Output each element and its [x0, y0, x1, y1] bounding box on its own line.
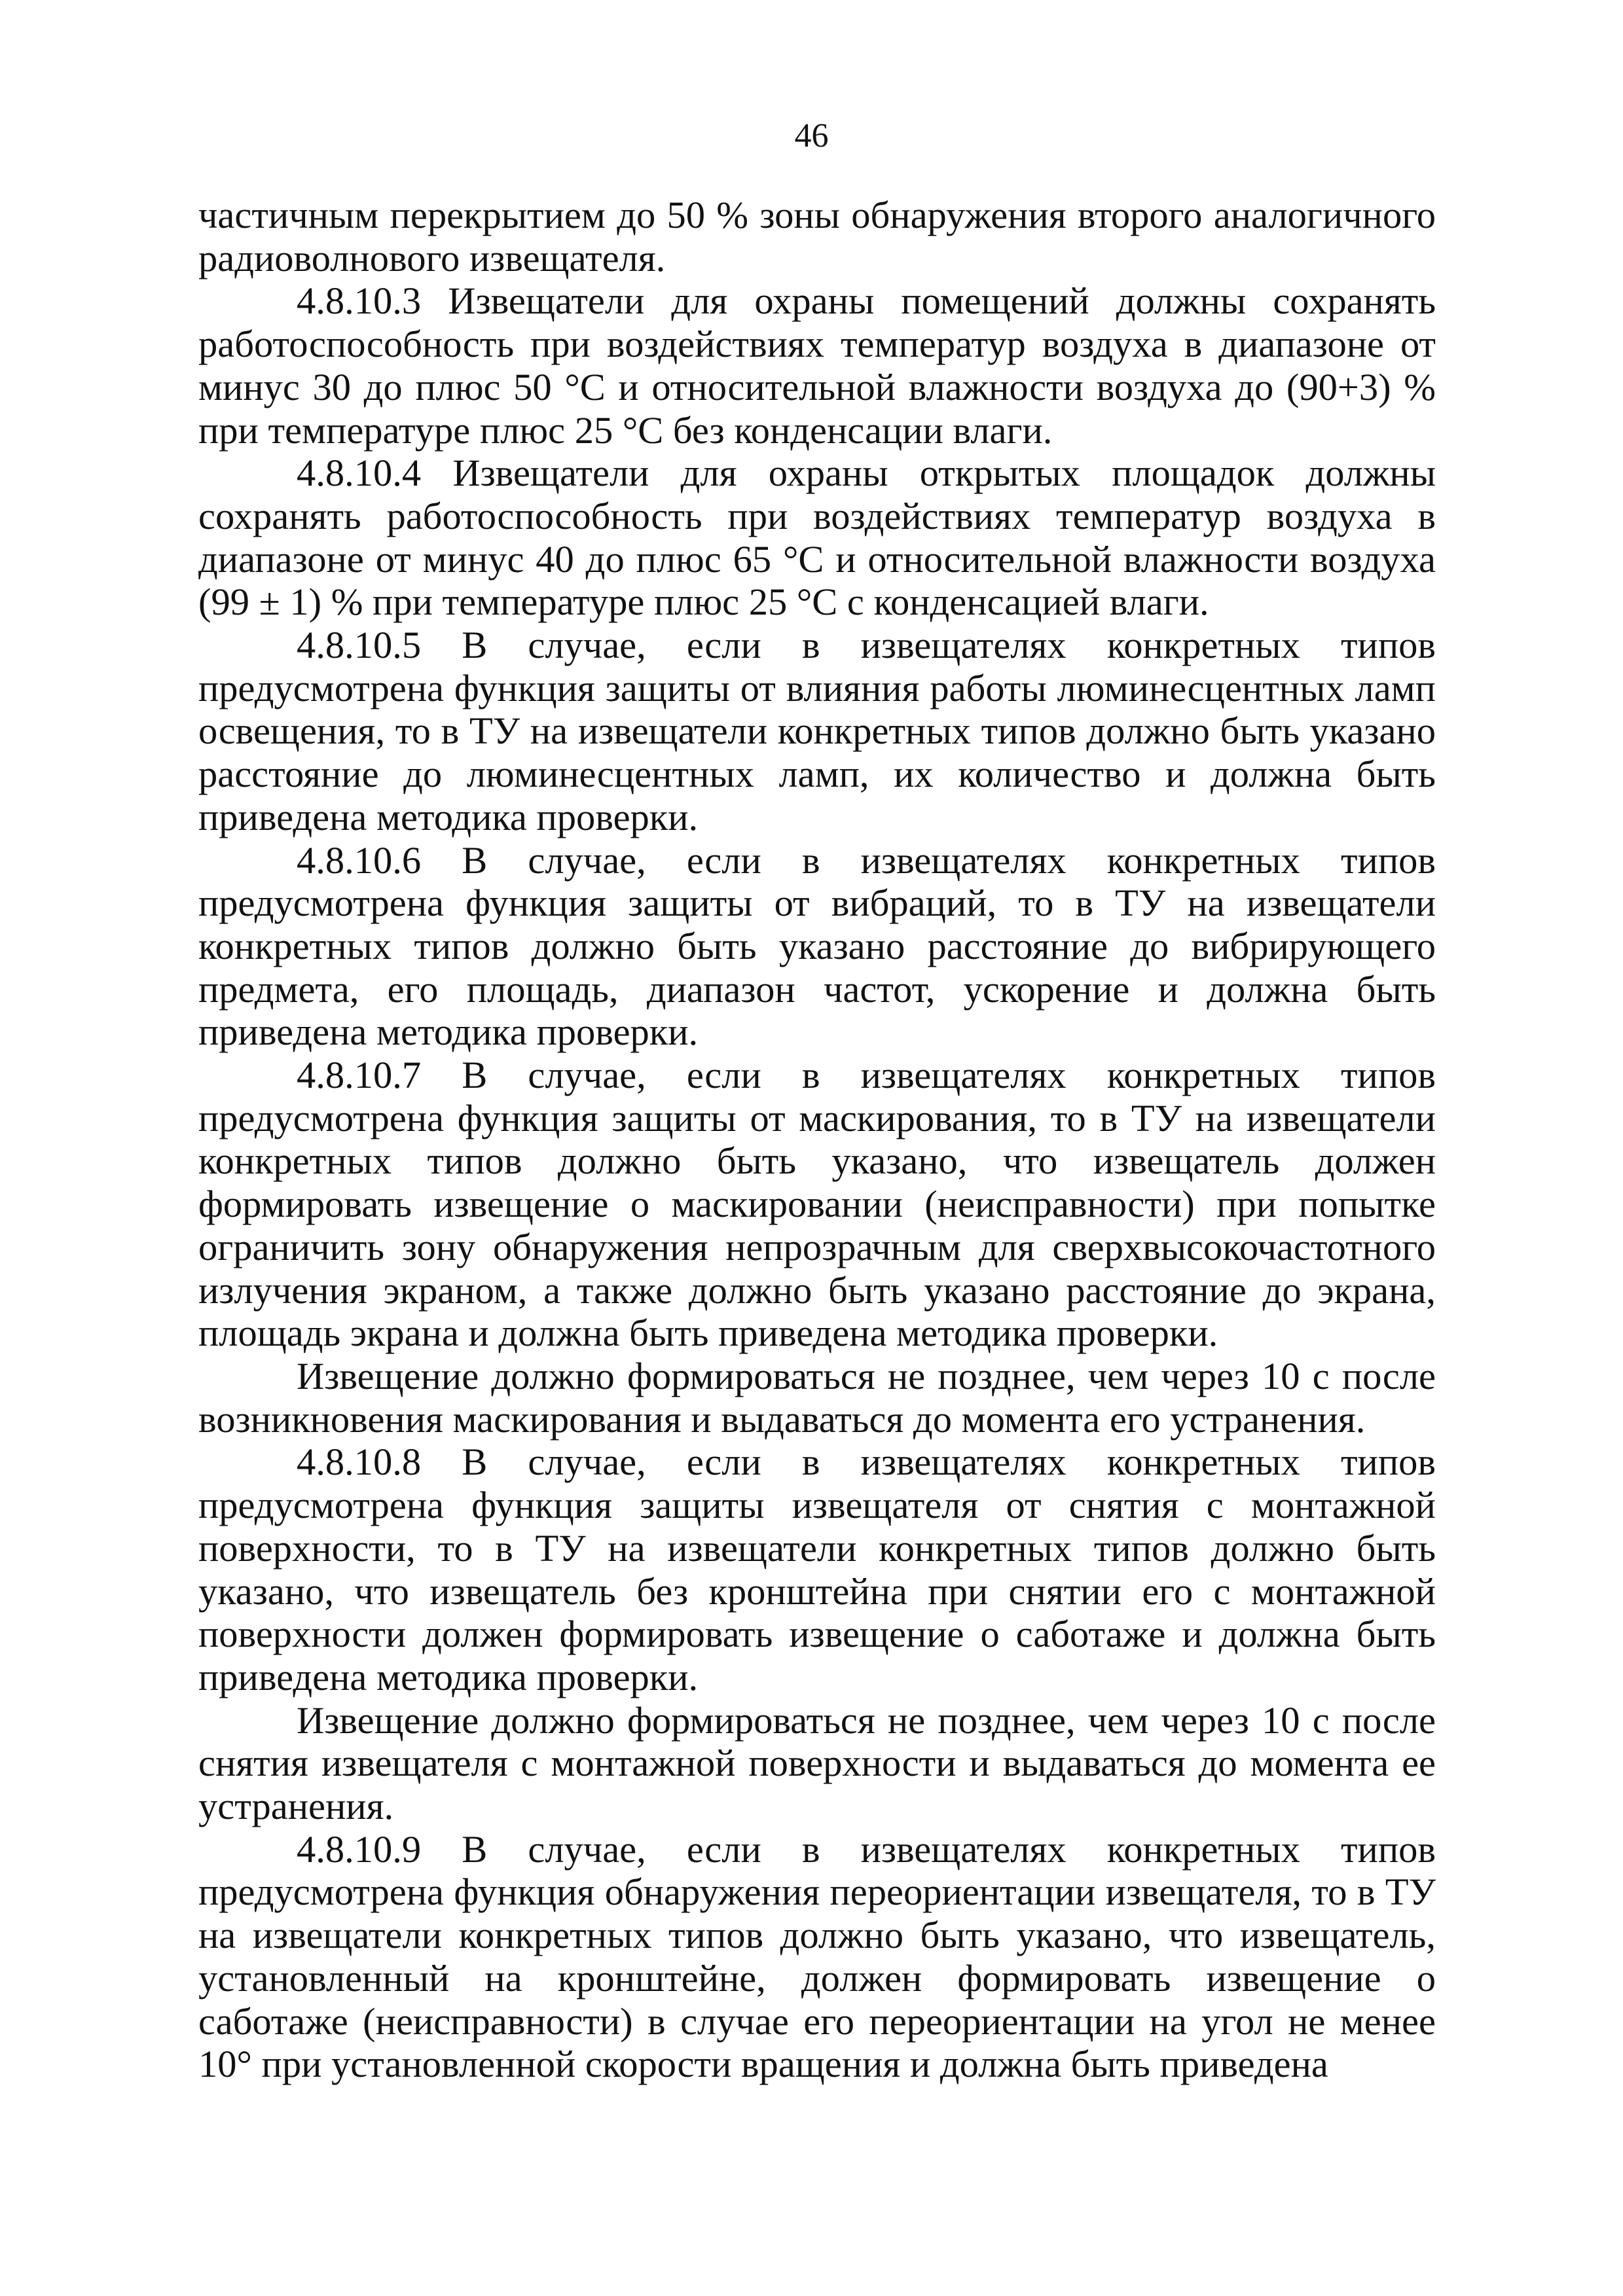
clause-number: 4.8.10.6 [297, 838, 422, 882]
clause-4-8-10-6 [198, 839, 1436, 1054]
clause-number: 4.8.10.4 [297, 452, 422, 495]
paragraph-continuation [198, 194, 1436, 279]
clause-number: 4.8.10.5 [297, 624, 422, 667]
clause-number: 4.8.10.7 [297, 1054, 422, 1097]
paragraph-removal-notice [198, 1699, 1436, 1828]
clause-4-8-10-3 [198, 279, 1436, 452]
clause-number: 4.8.10.9 [297, 1827, 422, 1871]
paragraph-text: В случае, если в извещателях конкретных типов предусмотрена функция защиты от влияния работы люминесцентных ламп освещения, то в ТУ на извещатели конкретных типов должно быть указано расстояние до люминесцентных ламп, их количество и должна быть приведена методика проверки. [198, 624, 1436, 838]
paragraph-text: Извещатели для охраны открытых площадок должны сохранять работоспособность при воздействиях температур воздуха в диапазоне от минус 40 до плюс 65 °С и относительной влажности воздуха (99 ± 1) % при температуре плюс 25 °С с конденсацией влаги. [198, 452, 1436, 624]
paragraph-masking-notice [198, 1355, 1436, 1441]
paragraph-text: В случае, если в извещателях конкретных типов предусмотрена функция защиты от маскирования, то в ТУ на извещатели конкретных типов должно быть указано, что извещатель должен формировать извещение о маскировании (неисправности) при попытке ограничить зону обнаружения непрозрачным для сверхвысокочастотного излучения экраном, а также должно быть указано расстояние до экрана, площадь экрана и должна быть приведена методика проверки. [198, 1054, 1436, 1355]
page-number: 46 [794, 117, 829, 154]
clause-4-8-10-9 [198, 1828, 1436, 2086]
clause-4-8-10-4 [198, 452, 1436, 624]
body-text [198, 194, 1436, 2086]
paragraph-text: В случае, если в извещателях конкретных типов предусмотрена функция обнаружения переориентации извещателя, то в ТУ на извещатели конкретных типов должно быть указано, что извещатель, установленный на кронштейне, должен формировать извещение о саботаже (неисправности) в случае его переориентации на угол не менее 10° при установленной скорости вращения и должна быть приведена [198, 1827, 1436, 2086]
paragraph-text: В случае, если в извещателях конкретных типов предусмотрена функция защиты извещателя от снятия с монтажной поверхности, то в ТУ на извещатели конкретных типов должно быть указано, что извещатель без кронштейна при снятии его с монтажной поверхности должен формировать извещение о саботаже и должна быть приведена методика проверки. [198, 1441, 1436, 1698]
paragraph-text: частичным перекрытием до 50 % зоны обнаружения второго аналогичного радиоволнового извещателя. [198, 194, 1436, 279]
paragraph-text: Извещение должно формироваться не позднее, чем через 10 с после возникновения маскирования и выдаваться до момента его устранения. [198, 1354, 1436, 1441]
clause-4-8-10-7 [198, 1054, 1436, 1355]
clause-number: 4.8.10.8 [297, 1441, 422, 1484]
paragraph-text: Извещатели для охраны помещений должны сохранять работоспособность при воздействиях температур воздуха в диапазоне от минус 30 до плюс 50 °С и относительной влажности воздуха до (90+3) % при температуре плюс 25 °С без конденсации влаги. [198, 279, 1436, 452]
paragraph-text: В случае, если в извещателях конкретных типов предусмотрена функция защиты от вибраций, то в ТУ на извещатели конкретных типов должно быть указано расстояние до вибрирующего предмета, его площадь, диапазон частот, ускорение и должна быть приведена методика проверки. [198, 838, 1436, 1054]
paragraph-text: Извещение должно формироваться не позднее, чем через 10 с после снятия извещателя с монтажной поверхности и выдаваться до момента ее устранения. [198, 1698, 1436, 1828]
clause-4-8-10-8 [198, 1441, 1436, 1698]
clause-4-8-10-5 [198, 624, 1436, 839]
clause-number: 4.8.10.3 [297, 279, 422, 323]
